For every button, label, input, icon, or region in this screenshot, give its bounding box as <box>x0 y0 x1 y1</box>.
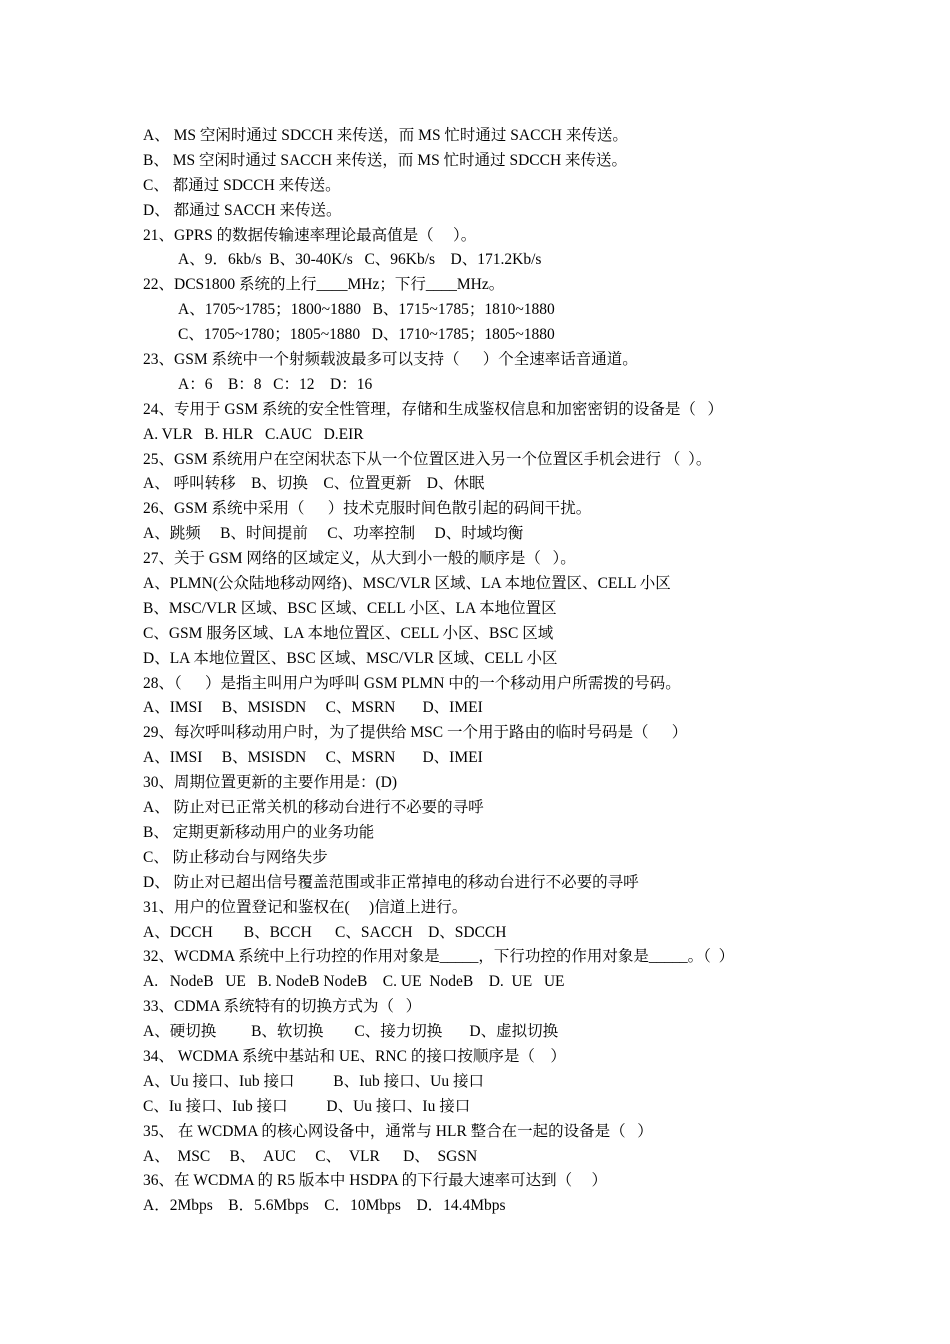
text-line: A．2Mbps B．5.6Mbps C．10Mbps D．14.4Mbps <box>143 1197 506 1215</box>
text-line: A、 呼叫转移 B、切换 C、位置更新 D、休眠 <box>143 475 485 493</box>
text-line: A：6 B：8 C：12 D：16 <box>178 375 373 393</box>
text-line: A、Uu 接口、Iub 接口 B、Iub 接口、Uu 接口 <box>143 1072 484 1090</box>
text-line: 34、 WCDMA 系统中基站和 UE、RNC 的接口按顺序是（ ） <box>143 1047 566 1065</box>
text-line: 26、GSM 系统中采用（ ）技术克服时间色散引起的码间干扰。 <box>143 500 592 518</box>
text-line: 27、关于 GSM 网络的区域定义，从大到小一般的顺序是（ ）。 <box>143 550 576 568</box>
text-line: 30、周期位置更新的主要作用是：(D) <box>143 774 398 792</box>
text-line: C、GSM 服务区域、LA 本地位置区、CELL 小区、BSC 区域 <box>143 624 554 642</box>
text-line: 33、CDMA 系统特有的切换方式为（ ） <box>143 998 422 1016</box>
text-line: B、 定期更新移动用户的业务功能 <box>143 823 375 841</box>
text-line: C、 都通过 SDCCH 来传送。 <box>143 176 341 194</box>
text-line: A、IMSI B、MSISDN C、MSRN D、IMEI <box>143 749 483 767</box>
text-line: 24、专用于 GSM 系统的安全性管理，存储和生成鉴权信息和加密密钥的设备是（ ） <box>143 400 723 418</box>
text-line: C、1705~1780；1805~1880 D、1710~1785；1805~1880 <box>178 326 555 344</box>
text-line: A、9．6kb/s B、30-40K/s C、96Kb/s D、171.2Kb/s <box>178 251 542 269</box>
question-text-block <box>143 124 843 1219</box>
text-line: 32、WCDMA 系统中上行功控的作用对象是_____，下行功控的作用对象是_____。（ ） <box>143 948 735 966</box>
text-line: D、LA 本地位置区、BSC 区域、MSC/VLR 区域、CELL 小区 <box>143 649 558 667</box>
text-line: A、 防止对已正常关机的移动台进行不必要的寻呼 <box>143 799 484 817</box>
text-line: A、 MS 空闲时通过 SDCCH 来传送，而 MS 忙时通过 SACCH 来传送。 <box>143 127 628 144</box>
text-line: A、 MSC B、 AUC C、 VLR D、 SGSN <box>143 1147 478 1165</box>
text-line: A、DCCH B、BCCH C、SACCH D、SDCCH <box>143 923 507 941</box>
text-line: 25、GSM 系统用户在空闲状态下从一个位置区进入另一个位置区手机会进行 （ ）。 <box>143 450 712 468</box>
text-line: C、 防止移动台与网络失步 <box>143 848 328 866</box>
text-line: 31、用户的位置登记和鉴权在( )信道上进行。 <box>143 898 468 916</box>
text-line: 22、DCS1800 系统的上行____MHz；下行____MHz。 <box>143 276 505 294</box>
text-line: B、MSC/VLR 区域、BSC 区域、CELL 小区、LA 本地位置区 <box>143 599 557 617</box>
text-line: 23、GSM 系统中一个射频载波最多可以支持（ ）个全速率话音通道。 <box>143 351 638 369</box>
text-line: 28、（ ）是指主叫用户为呼叫 GSM PLMN 中的一个移动用户所需拨的号码。 <box>143 674 681 692</box>
text-line: 35、 在 WCDMA 的核心网设备中，通常与 HLR 整合在一起的设备是（ ） <box>143 1122 653 1140</box>
text-line: D、 防止对已超出信号覆盖范围或非正常掉电的移动台进行不必要的寻呼 <box>143 873 639 891</box>
text-line: A、1705~1785；1800~1880 B、1715~1785；1810~1880 <box>178 301 555 319</box>
text-line: A. NodeB UE B. NodeB NodeB C. UE NodeB D. UE UE <box>143 973 565 991</box>
text-line: A、硬切换 B、软切换 C、接力切换 D、虚拟切换 <box>143 1023 559 1041</box>
text-line: A、IMSI B、MSISDN C、MSRN D、IMEI <box>143 699 483 717</box>
text-line: 29、每次呼叫移动用户时，为了提供给 MSC 一个用于路由的临时号码是（ ） <box>143 724 688 742</box>
text-line: C、Iu 接口、Iub 接口 D、Uu 接口、Iu 接口 <box>143 1097 471 1115</box>
text-line: D、 都通过 SACCH 来传送。 <box>143 201 342 219</box>
text-line: A、跳频 B、时间提前 C、功率控制 D、时域均衡 <box>143 525 524 543</box>
text-line: B、 MS 空闲时通过 SACCH 来传送，而 MS 忙时通过 SDCCH 来传送。 <box>143 151 628 169</box>
text-line: A、PLMN(公众陆地移动网络)、MSC/VLR 区域、LA 本地位置区、CELL 小区 <box>143 575 671 593</box>
text-line: A. VLR B. HLR C.AUC D.EIR <box>143 425 364 443</box>
text-line: 21、GPRS 的数据传输速率理论最高值是（ ）。 <box>143 226 477 244</box>
text-line: 36、在 WCDMA 的 R5 版本中 HSDPA 的下行最大速率可达到（ ） <box>143 1172 608 1190</box>
